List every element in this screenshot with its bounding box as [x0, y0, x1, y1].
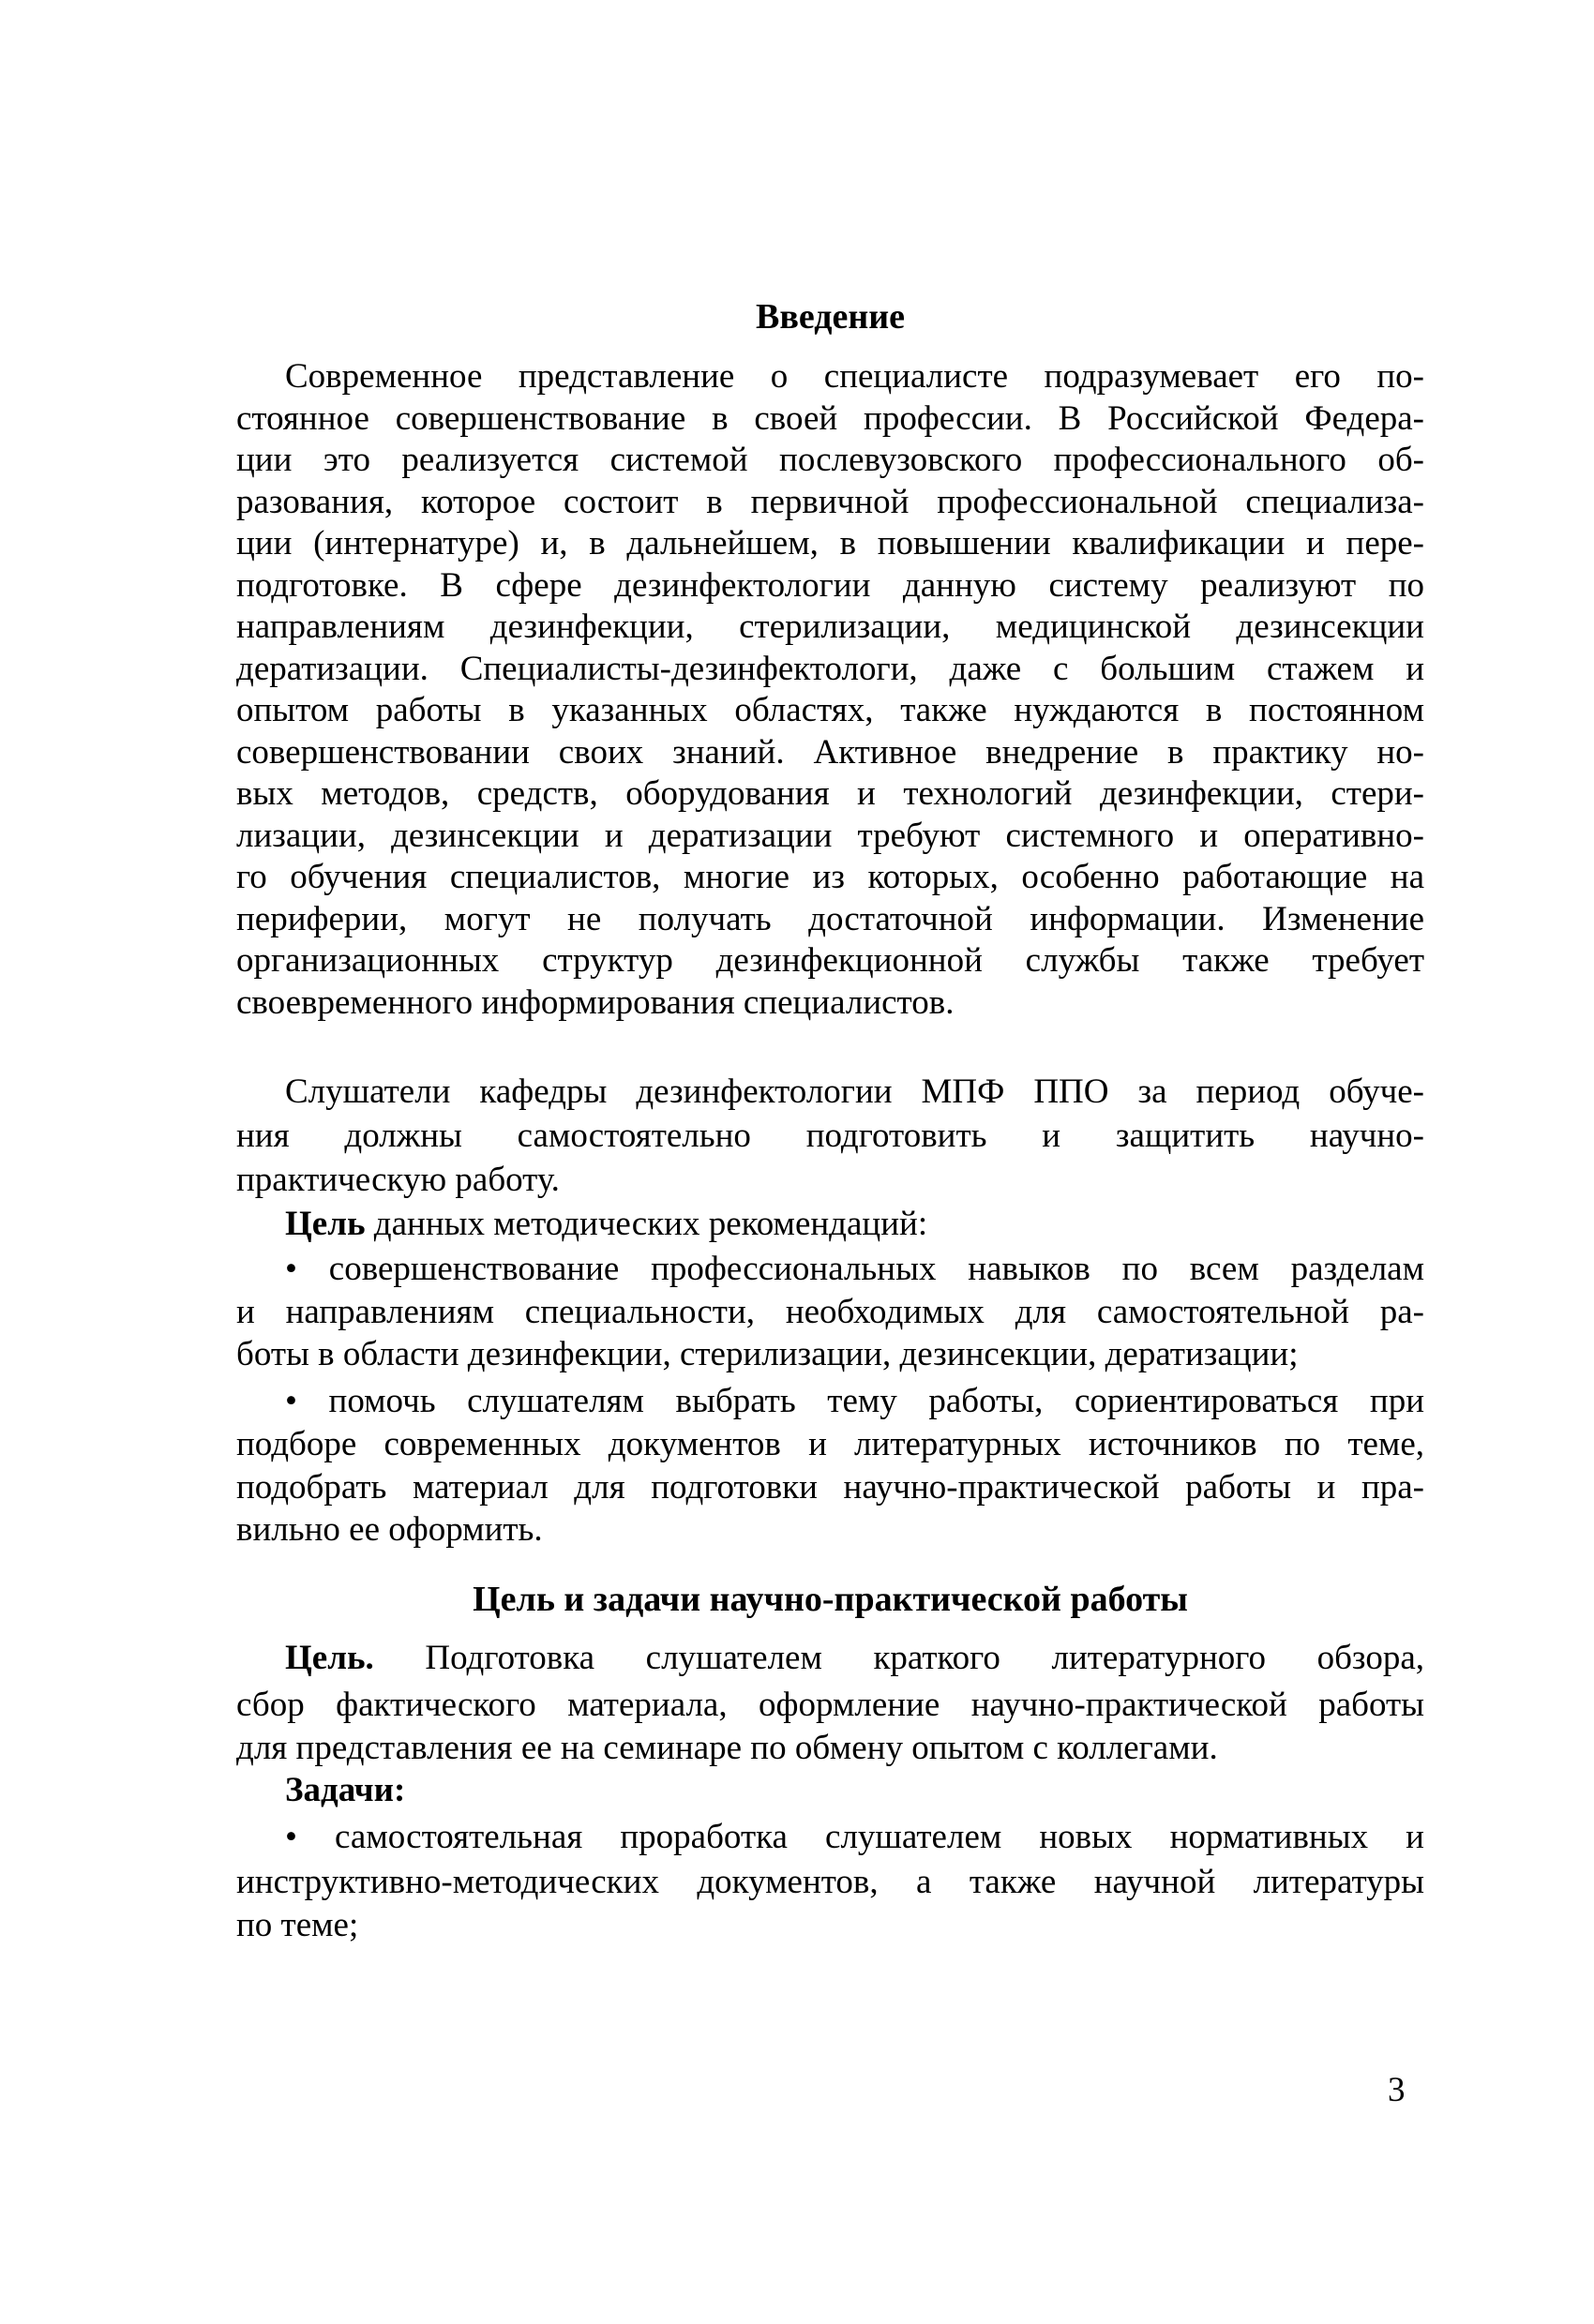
- paragraph-line: [236, 815, 1424, 858]
- paragraph-line: [285, 355, 1424, 398]
- paragraph-line: [236, 1861, 1424, 1904]
- paragraph-line: [236, 397, 1424, 441]
- paragraph-line: [236, 772, 1424, 816]
- bold-lead-text: Цель.: [285, 1639, 374, 1677]
- paragraph-line: [285, 1637, 1424, 1680]
- paragraph-line: [236, 939, 1424, 982]
- paragraph-line: [285, 1816, 1424, 1859]
- paragraph-line: [285, 1248, 1424, 1291]
- line-text: своевременного информирования специалистов.: [236, 983, 955, 1022]
- paragraph-line: [236, 1684, 1424, 1727]
- paragraph-line: [236, 1115, 1424, 1158]
- line-text: для представления ее на семинаре по обмену опытом с коллегами.: [236, 1729, 1218, 1767]
- paragraph-line: [236, 856, 1424, 899]
- line-text: опытом работы в указанных областях, также нуждаются в постоянном: [236, 691, 1424, 729]
- line-text: Подготовка слушателем краткого литературного обзора,: [373, 1639, 1424, 1677]
- paragraph-line: [236, 1291, 1424, 1334]
- line-text: • помочь слушателям выбрать тему работы, сориентироваться при: [285, 1382, 1424, 1420]
- page-number: 3: [1388, 2071, 1406, 2109]
- paragraph-line: [236, 439, 1424, 482]
- line-text: стоянное совершенствование в своей профессии. В Российской Федера-: [236, 399, 1424, 438]
- section-heading: Цель и задачи научно-практической работы: [473, 1580, 1188, 1619]
- line-text: и направлениям специальности, необходимых для самостоятельной ра-: [236, 1293, 1424, 1331]
- line-text: ции (интернатуре) и, в дальнейшем, в повышении квалификации и пере-: [236, 524, 1424, 562]
- line-text: Слушатели кафедры дезинфектологии МПФ ППО за период обуче-: [285, 1072, 1424, 1111]
- paragraph-line: [236, 564, 1424, 607]
- line-text: организационных структур дезинфекционной службы также требует: [236, 941, 1424, 980]
- paragraph-line: [236, 1508, 1424, 1552]
- paragraph-line: [285, 1769, 1424, 1812]
- line-text: подобрать материал для подготовки научно-практической работы и пра-: [236, 1468, 1424, 1507]
- paragraph-line: [236, 689, 1424, 732]
- paragraph-line: [236, 1904, 1424, 1947]
- line-text: периферии, могут не получать достаточной информации. Изменение: [236, 900, 1424, 938]
- paragraph-line: [285, 1203, 1424, 1246]
- paragraph-line: [236, 982, 1424, 1025]
- line-text: вильно ее оформить.: [236, 1510, 543, 1549]
- paragraph-line: [236, 1159, 1424, 1202]
- paragraph-line: [236, 1423, 1424, 1466]
- paragraph-line: [236, 1333, 1424, 1376]
- paragraph-line: [236, 898, 1424, 941]
- section-heading: Введение: [756, 297, 905, 337]
- paragraph-line: [285, 1071, 1424, 1114]
- bold-lead-text: Задачи:: [285, 1771, 406, 1809]
- line-text: подготовке. В сфере дезинфектологии данную систему реализуют по: [236, 566, 1424, 605]
- line-text: го обучения специалистов, многие из которых, особенно работающие на: [236, 858, 1424, 896]
- line-text: совершенствовании своих знаний. Активное внедрение в практику но-: [236, 733, 1424, 772]
- line-text: сбор фактического материала, оформление научно-практической работы: [236, 1686, 1424, 1724]
- bold-lead-text: Цель: [285, 1205, 366, 1243]
- line-text: практическую работу.: [236, 1161, 560, 1199]
- line-text: ции это реализуется системой послевузовского профессионального об-: [236, 441, 1424, 479]
- line-text: направлениям дезинфекции, стерилизации, медицинской дезинсекции: [236, 607, 1424, 646]
- paragraph-line: [236, 606, 1424, 649]
- line-text: подборе современных документов и литературных источников по теме,: [236, 1425, 1424, 1463]
- line-text: Современное представление о специалисте подразумевает его по-: [285, 357, 1424, 396]
- line-text: вых методов, средств, оборудования и технологий дезинфекции, стери-: [236, 774, 1424, 813]
- paragraph-line: [236, 481, 1424, 524]
- paragraph-line: [236, 731, 1424, 774]
- paragraph-line: [236, 1466, 1424, 1509]
- paragraph-line: [236, 1727, 1424, 1770]
- line-text: дератизации. Специалисты-дезинфектологи, даже с большим стажем и: [236, 650, 1424, 688]
- paragraph-line: [285, 1380, 1424, 1423]
- paragraph-line: [236, 522, 1424, 565]
- line-text: • самостоятельная проработка слушателем новых нормативных и: [285, 1818, 1424, 1856]
- line-text: • совершенствование профессиональных навыков по всем разделам: [285, 1250, 1424, 1288]
- line-text: боты в области дезинфекции, стерилизации, дезинсекции, дератизации;: [236, 1335, 1299, 1373]
- paragraph-line: [236, 648, 1424, 691]
- line-text: по теме;: [236, 1906, 359, 1944]
- line-text: инструктивно-методических документов, а также научной литературы: [236, 1863, 1424, 1901]
- line-text: ния должны самостоятельно подготовить и защитить научно-: [236, 1117, 1424, 1155]
- line-text: лизации, дезинсекции и дератизации требуют системного и оперативно-: [236, 817, 1424, 855]
- line-text: данных методических рекомендаций:: [365, 1205, 928, 1243]
- line-text: разования, которое состоит в первичной профессиональной специализа-: [236, 483, 1424, 521]
